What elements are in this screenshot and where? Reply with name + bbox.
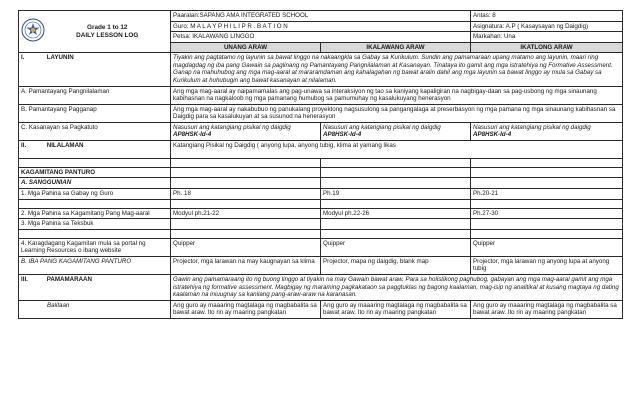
kagamitan-row-1-day-2: Ph.19 (321, 189, 471, 200)
iba-kagamitan-label: B. IBA PANG KAGAMITANG PANTURO (19, 256, 171, 274)
day-header-1: UNANG ARAW (171, 42, 321, 53)
pagkatuto-day-3 (471, 122, 623, 140)
pamamaraan-text: Gawin ang pamamaraang ito ng buong linggo at tiyakin na may Gawain bawat araw. Para sa holistikong paghubog, gabayan ang mga mag-aaral gamit ang mga istratehiya ng formative assessment. Magbigay ng maraming pagkakataon sa paggtuklas ng bagong kaalaman, mag-isip ng analitikal at kusang magtaya ng dating kaalaman na iniuugnay sa kanilang pang-araw-araw na karanasan. (171, 274, 623, 300)
blank-cell (171, 167, 321, 178)
kagamitan-row-1-day-1: Ph. 18 (171, 189, 321, 200)
daily-lesson-log-table (18, 10, 623, 319)
antas-field: Antas: 8 (471, 11, 623, 22)
blank-cell (321, 199, 471, 208)
blank-cell (19, 229, 171, 238)
blank-cell (471, 229, 623, 238)
pagkatuto-day-1 (171, 122, 321, 140)
blank-cell (171, 199, 321, 208)
markahan-field: Markahan: Una (471, 32, 623, 43)
pagkatuto-text-2: Nasusuri ang katangiang pisikal ng daigdig (323, 123, 441, 131)
layunin-label-cell (19, 53, 171, 86)
pangnilalaman-text: Ang mga mag-aaral ay naipamamalas ang pag-unawa sa interaksiyon ng tao sa kaniyang kapaligiran na nagbigay-daan sa pag-usbong ng mga sinaunang kabihasnan na nagkaloob ng mga pamanang humubog sa pamumuhay ng kasalukuyang henerasyon (171, 86, 623, 104)
grade-title-cell (45, 11, 171, 53)
blank-cell (471, 199, 623, 208)
pagkatuto-day-2 (321, 122, 471, 140)
kagamitan-row-2-text: Mga Pahina sa Kagamitang Pang Mag-aaral (27, 209, 150, 217)
nilalaman-number: II. (21, 141, 27, 149)
blank-cell (171, 178, 321, 189)
blank-cell (321, 178, 471, 189)
pamamaraan-number: III. (21, 275, 28, 283)
balitaan-day-2: Ang guro ay maaaring magtalaga ng magbabalita sa bawat araw. Ito rin ay maaring pangkatan (321, 300, 471, 318)
blank-cell (471, 158, 623, 167)
pamamaraan-label: PAMAMARAAN (46, 275, 92, 283)
kagamitan-row-1-label (19, 189, 171, 200)
paaralan-field: Paaralan:SAPANG AMA INTEGRATED SCHOOL (171, 11, 471, 22)
blank-cell (471, 178, 623, 189)
kagamitan-row-3-day-1 (171, 219, 321, 230)
kagamitan-row-3-num: 3. (21, 220, 27, 228)
layunin-number: I. (21, 54, 25, 62)
guro-field: Guro: M A L A Y P H I L I P R . B A T I O N (171, 21, 471, 32)
pagkatuto-text-3: Nasusuri ang katangiang pisikal ng daigdig (473, 123, 591, 131)
pagkatuto-text-1: Nasusuri ang katangiang pisikal ng daigdig (173, 123, 291, 131)
kagamitan-row-1-text: Mga Pahina sa Gabay ng Guro (27, 190, 114, 197)
grade-label: Grade 1 to 12 (87, 23, 128, 31)
deped-seal-icon (21, 18, 45, 42)
layunin-label: LAYUNIN (46, 54, 74, 62)
kagamitan-row-4-day-2: Quipper (321, 238, 471, 256)
nilalaman-label: NILALAMAN (46, 141, 84, 149)
pamamaraan-label-cell (19, 274, 171, 300)
layunin-text: Tiyakin ang pagtatamo ng layunin sa bawat linggo na nakaangkla sa Gabay sa Kurikulum. Sundin ang pamamaraan upang matamo ang layunin, maari ring magdagdag ng iba pang Gawain sa paglinang ng Pamantayang Pangnilalaman at Kasanayan. Tinataya ito gamit ang mga istratehiya ng Formative Assessment. Ganap na mahuhubog ang mga mag-aaral at mararamdaman ang kahalagahan ng bawat aralin dahil ang mga layunin sa bawat linggo ay mula sa Gabay sa Kurikulum at huhubugin ang bawat kasanayan at nilalaman. (171, 53, 623, 86)
blank-cell (171, 158, 321, 167)
blank-cell (471, 167, 623, 178)
pagkatuto-label: C. Kasanayan sa Pagkatuto (19, 122, 171, 140)
log-title: DAILY LESSON LOG (76, 31, 139, 39)
iba-kagamitan-day-2: Projector, mapa ng daigdig, blank map (321, 256, 471, 274)
deped-seal-cell (19, 11, 45, 53)
iba-kagamitan-day-1: Projector, mga larawan na may kaugnayan sa klima (171, 256, 321, 274)
kagamitan-row-2-day-1: Modyul ph.21-22 (171, 208, 321, 219)
kagamitan-row-2-day-3: Ph.27-30 (471, 208, 623, 219)
blank-cell (19, 199, 171, 208)
kagamitan-row-3-text: Mga Pahina sa Teksbuk (27, 220, 94, 228)
kagamitan-row-4-day-1: Quipper (171, 238, 321, 256)
nilalaman-text: Katangiang Pisikal ng Daigdig ( anyong lupa, anyong tubig, klima at yamang likas (171, 140, 623, 158)
blank-cell (19, 158, 171, 167)
kagamitan-row-1-num: 1. (21, 190, 27, 197)
kagamitan-row-2-num: 2. (21, 209, 27, 217)
blank-cell (321, 167, 471, 178)
kagamitan-row-3-day-3 (471, 219, 623, 230)
kagamitan-row-3-day-2 (321, 219, 471, 230)
day-header-2: IKALAWANG ARAW (321, 42, 471, 53)
kagamitan-row-4-day-3: Quipper (471, 238, 623, 256)
blank-cell (321, 158, 471, 167)
kagamitan-row-2-day-2: Modyul ph.22-26 (321, 208, 471, 219)
petsa-field: Petsa: IKALAWANG LINGGO (171, 32, 471, 43)
pagkatuto-code-3: AP8HSK-Id-4 (473, 131, 512, 139)
kagamitan-row-3-label (19, 219, 171, 230)
kagamitan-row-4-num: 4. (21, 239, 27, 247)
kagamitan-label: KAGAMITANG PANTURO (19, 167, 171, 178)
kagamitan-row-2-label (19, 208, 171, 219)
pagkatuto-code-2: AP8HSK-Id-4 (323, 131, 362, 139)
blank-cell (321, 229, 471, 238)
iba-kagamitan-day-3: Projector, mga larawan ng anyong lupa at anyong tubig (471, 256, 623, 274)
blank-cell (171, 229, 321, 238)
pagganap-label: B. Pamantayang Pagganap (19, 104, 171, 122)
kagamitan-row-1-day-3: Ph.20-21 (471, 189, 623, 200)
balitaan-day-1: Ang guro ay maaaring magtalaga ng magbabalita sa bawat araw. Ito rin ay maaring pangkatan (171, 300, 321, 318)
balitaan-day-3: Ang guro ay maaaring magtalaga ng magbabalita sa bawat araw. Ito rin ay maaring pangkatan (471, 300, 623, 318)
kagamitan-row-4-label (19, 238, 171, 256)
asignatura-field: Asignatura: A.P ( Kasaysayan ng Daigdig) (471, 21, 623, 32)
kagamitan-row-4-text: Karagdagang Kagamitan mula sa portal ng Learning Resources o ibang website (21, 239, 146, 255)
pagkatuto-code-1: AP8HSK-Id-4 (173, 131, 212, 139)
nilalaman-label-cell (19, 140, 171, 158)
balitaan-label: Balitaan (19, 300, 171, 318)
day-header-3: IKATLONG ARAW (471, 42, 623, 53)
pagganap-text: Ang mga mag-aaral ay nakabubuo ng panukalang proyektong nagsusulong sa pangangalaga at preserbasyon ng mga pamana ng mga sinaunang kabihasnan sa Daigdig para sa kasalukuyan at sa susunod na henerasyon (171, 104, 623, 122)
sanggunian-label: A. SANGGUNIAN (19, 178, 171, 189)
pangnilalaman-label: A. Pamantayang Pangnilalaman (19, 86, 171, 104)
